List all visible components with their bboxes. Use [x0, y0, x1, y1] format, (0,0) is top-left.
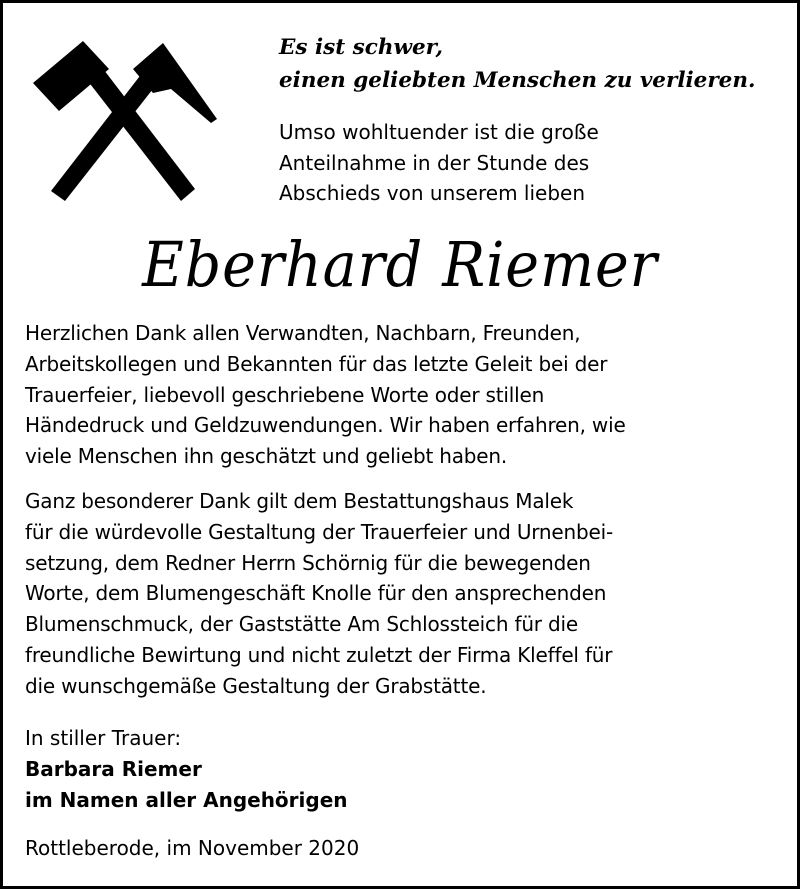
paragraph-line: Worte, dem Blumengeschäft Knolle für den ansprechenden	[25, 581, 607, 606]
intro-text	[279, 117, 599, 209]
paragraph-line: die wunschgemäße Gestaltung der Grabstätte.	[25, 673, 487, 698]
quote-line: einen geliebten Menschen zu verlieren.	[279, 68, 756, 93]
deceased-name: Eberhard Riemer	[142, 228, 658, 301]
special-thanks-paragraph	[25, 486, 613, 702]
signoff-label: In stiller Trauer:	[25, 726, 182, 750]
paragraph-line: Trauerfeier, liebevoll geschriebene Worte oder stillen	[25, 382, 545, 407]
paragraph-line: viele Menschen ihn geschätzt und geliebt haben.	[25, 444, 508, 469]
paragraph-line: Händedruck und Geldzuwendungen. Wir haben erfahren, wie	[25, 413, 626, 438]
place-date: Rottleberode, im November 2020	[25, 836, 360, 860]
signoff	[25, 723, 348, 816]
intro-line: Anteilnahme in der Stunde des	[279, 150, 590, 175]
paragraph-line: Blumenschmuck, der Gaststätte Am Schlossteich für die	[25, 612, 578, 637]
intro-line: Umso wohltuender ist die große	[279, 120, 599, 144]
crossed-hammers-icon	[25, 33, 220, 203]
paragraph-line: für die würdevolle Gestaltung der Trauerfeier und Urnenbei-	[25, 519, 613, 544]
quote	[279, 31, 755, 97]
thanks-paragraph	[25, 318, 626, 472]
quote-line: Es ist schwer,	[279, 35, 443, 60]
paragraph-line: Herzlichen Dank allen Verwandten, Nachbarn, Freunden,	[25, 321, 581, 345]
paragraph-line: freundliche Bewirtung und nicht zuletzt der Firma Kleffel für	[25, 642, 613, 667]
paragraph-line: Arbeitskollegen und Bekannten für das letzte Geleit bei der	[25, 351, 608, 376]
signoff-name: Barbara Riemer	[25, 757, 202, 781]
paragraph-line: setzung, dem Redner Herrn Schörnig für die bewegenden	[25, 550, 591, 575]
intro-line: Abschieds von unserem lieben	[279, 181, 586, 205]
signoff-family: im Namen aller Angehörigen	[25, 788, 348, 812]
paragraph-line: Ganz besonderer Dank gilt dem Bestattungshaus Malek	[25, 489, 574, 513]
